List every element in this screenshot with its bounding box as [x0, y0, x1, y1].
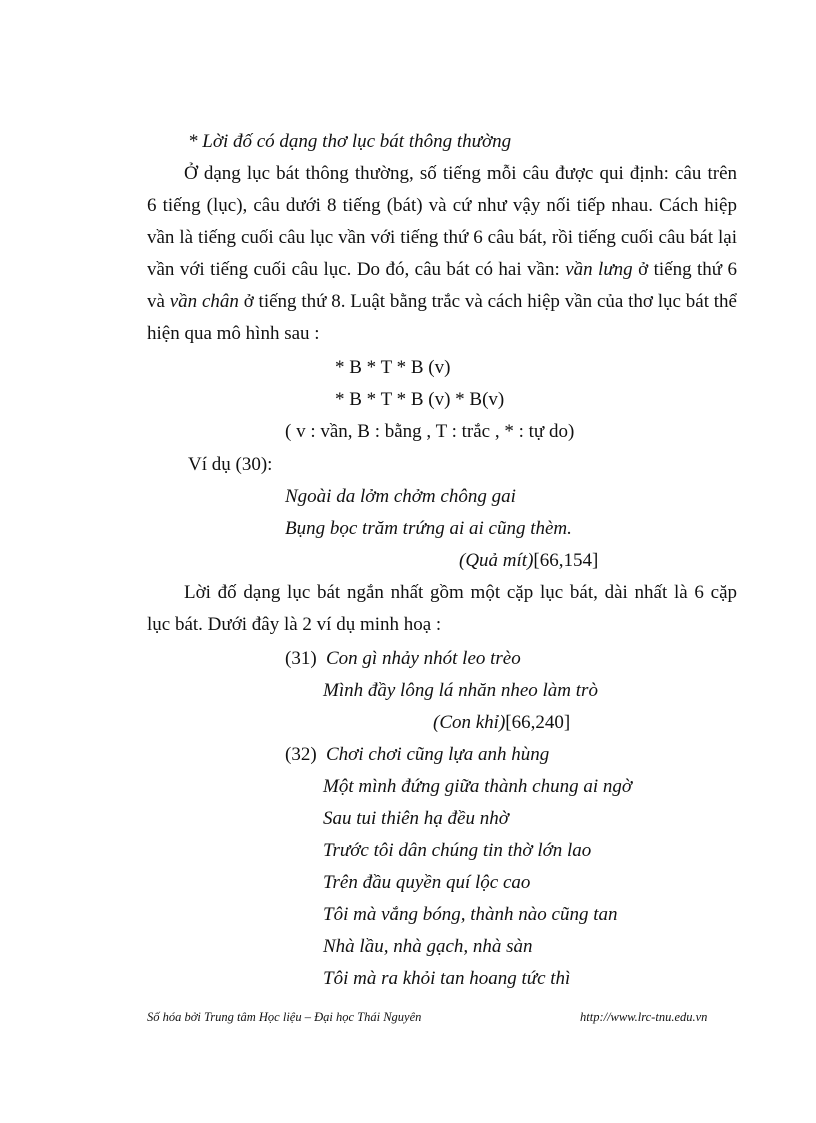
- verse-line: Một mình đứng giữa thành chung ai ngờ: [323, 776, 632, 797]
- verse-line: Trên đầu quyền quí lộc cao: [323, 872, 531, 893]
- riddle-answer: (Quả mít)[66,154]: [459, 550, 599, 571]
- example-label: Ví dụ (30):: [188, 454, 273, 475]
- example-number: (31): [285, 648, 317, 669]
- footer-url: http://www.lrc-tnu.edu.vn: [580, 1010, 708, 1024]
- paragraph-line: vần là tiếng cuối câu lục vần với tiếng thứ 6 câu bát, rồi tiếng cuối câu bát lại: [147, 227, 737, 248]
- verse-line: Trước tôi dân chúng tin thờ lớn lao: [323, 840, 592, 861]
- verse-line: Ngoài da lởm chởm chông gai: [285, 486, 516, 507]
- example-number: (32): [285, 744, 317, 765]
- verse-line: Tôi mà vắng bóng, thành nào cũng tan: [323, 904, 618, 925]
- model-legend: ( v : vần, B : bằng , T : trắc , * : tự do): [285, 421, 575, 442]
- verse-line: Tôi mà ra khỏi tan hoang tức thì: [323, 968, 571, 989]
- verse-line: Nhà lầu, nhà gạch, nhà sàn: [323, 936, 533, 957]
- emphasis-term: vần chân: [169, 291, 239, 312]
- verse-line: Mình đầy lông lá nhăn nheo làm trò: [323, 680, 598, 701]
- emphasis-term: vần lưng: [565, 259, 633, 280]
- riddle-answer: (Con khỉ)[66,240]: [433, 712, 571, 733]
- paragraph-line: và vần chân ở tiếng thứ 8. Luật bằng trắc và cách hiệp vần của thơ lục bát thể: [147, 291, 737, 312]
- paragraph-line: lục bát. Dưới đây là 2 ví dụ minh hoạ :: [147, 614, 442, 635]
- footer-source: Số hóa bởi Trung tâm Học liệu – Đại học Thái Nguyên: [147, 1010, 422, 1024]
- model-line: * B * T * B (v) * B(v): [335, 389, 505, 410]
- paragraph-line: 6 tiếng (lục), câu dưới 8 tiếng (bát) và cứ như vậy nối tiếp nhau. Cách hiệp: [147, 195, 737, 216]
- citation: [66,240]: [505, 712, 571, 733]
- verse-line: Chơi chơi cũng lựa anh hùng: [326, 744, 550, 765]
- model-line: * B * T * B (v): [335, 357, 451, 378]
- paragraph-line: hiện qua mô hình sau :: [147, 323, 320, 344]
- verse-line: Con gì nhảy nhót leo trèo: [326, 648, 521, 669]
- paragraph-line: Lời đố dạng lục bát ngắn nhất gồm một cặp lục bát, dài nhất là 6 cặp: [184, 582, 737, 603]
- verse-line: Bụng bọc trăm trứng ai ai cũng thèm.: [285, 518, 572, 539]
- verse-line: Sau tui thiên hạ đều nhờ: [323, 808, 509, 829]
- section-heading: * Lời đố có dạng thơ lục bát thông thường: [188, 131, 512, 152]
- citation: [66,154]: [533, 550, 599, 571]
- paragraph-line: Ở dạng lục bát thông thường, số tiếng mỗi câu được qui định: câu trên: [184, 163, 737, 184]
- paragraph-line: vần với tiếng cuối câu lục. Do đó, câu bát có hai vần: vần lưng ở tiếng thứ 6: [147, 259, 737, 280]
